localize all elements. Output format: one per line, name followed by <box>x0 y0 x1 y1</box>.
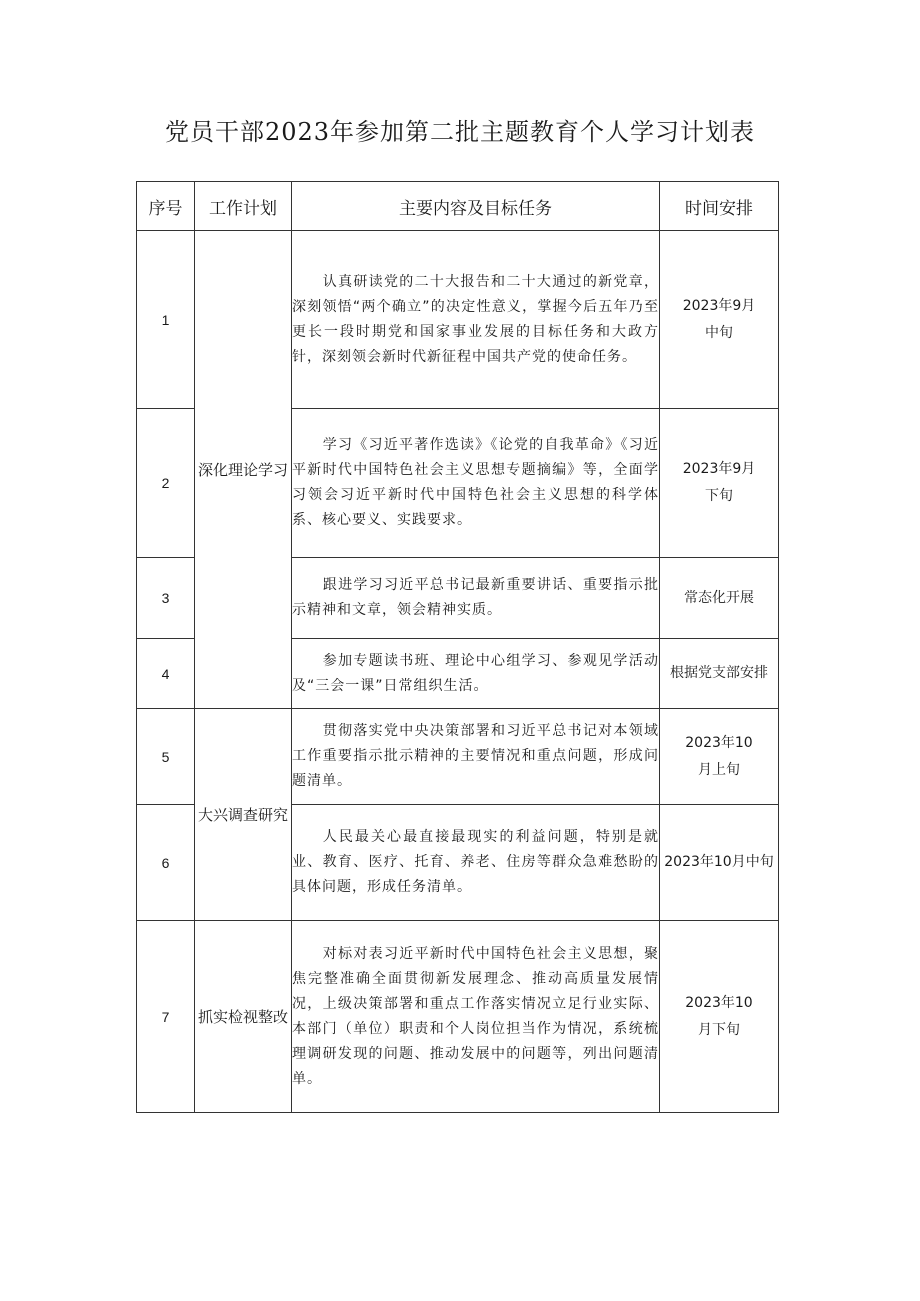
row-index: 4 <box>137 639 195 709</box>
row-time-text: 2023年10月中旬 <box>664 854 774 870</box>
table-row <box>137 709 779 805</box>
row-index: 1 <box>137 231 195 409</box>
row-content-text: 认真研读党的二十大报告和二十大通过的新党章，深刻领悟“两个确立”的决定性意义，掌握今后五年乃至更长一段时期党和国家事业发展的目标任务和大政方针，深刻领会新时代新征程中国共产党的使命任务。 <box>292 273 659 365</box>
row-content-text: 学习《习近平著作选读》《论党的自我革命》《习近平新时代中国特色社会主义思想专题摘编》等，全面学习领会习近平新时代中国特色社会主义思想的科学体系、核心要义、实践要求。 <box>292 437 659 528</box>
row-content <box>292 409 660 558</box>
row-content-text: 对标对表习近平新时代中国特色社会主义思想，聚焦完整准确全面贯彻新发展理念、推动高质量发展情况，上级决策部署和重点工作落实情况立足行业实际、本部门（单位）职责和个人岗位担当作为情况，系统梳理调研发现的问题、推动发展中的问题等，列出问题清单。 <box>292 945 659 1087</box>
row-index: 3 <box>137 558 195 639</box>
row-content-text: 人民最关心最直接最现实的利益问题，特别是就业、教育、医疗、托育、养老、住房等群众急难愁盼的具体问题，形成任务清单。 <box>292 829 659 895</box>
category-research <box>195 709 292 921</box>
row-content <box>292 921 660 1113</box>
category-rectify <box>195 921 292 1113</box>
row-index: 7 <box>137 921 195 1113</box>
row-time <box>660 805 779 921</box>
table-row <box>137 921 779 1113</box>
row-index: 6 <box>137 805 195 921</box>
study-plan-table <box>136 181 779 1113</box>
row-time <box>660 231 779 409</box>
row-time-text: 2023年9月中旬 <box>682 297 756 341</box>
category-label: 大兴调查研究 <box>197 805 288 824</box>
table-row <box>137 231 779 409</box>
row-time <box>660 639 779 709</box>
row-time-text: 2023年10月下旬 <box>685 994 753 1038</box>
header-plan: 工作计划 <box>195 182 292 231</box>
row-content-text: 跟进学习习近平总书记最新重要讲话、重要指示批示精神和文章，领会精神实质。 <box>292 577 659 618</box>
header-row <box>137 182 779 231</box>
row-content <box>292 709 660 805</box>
category-label: 深化理论学习 <box>197 460 288 479</box>
row-time: 常态化开展 <box>660 558 779 639</box>
row-time <box>660 709 779 805</box>
row-time-text: 2023年9月下旬 <box>682 461 756 504</box>
row-index: 5 <box>137 709 195 805</box>
row-content <box>292 639 660 709</box>
row-time-text: 2023年10月上旬 <box>685 734 753 778</box>
row-content <box>292 805 660 921</box>
row-time-text: 根据党支部安排 <box>670 665 768 681</box>
row-content <box>292 231 660 409</box>
row-content-text: 参加专题读书班、理论中心组学习、参观见学活动及“三会一课”日常组织生活。 <box>292 652 659 694</box>
row-content-text: 贯彻落实党中央决策部署和习近平总书记对本领域工作重要指示批示精神的主要情况和重点问题，形成问题清单。 <box>292 723 659 789</box>
header-time: 时间安排 <box>660 182 779 231</box>
page-title: 党员干部2023年参加第二批主题教育个人学习计划表 <box>164 118 756 146</box>
category-theory <box>195 231 292 709</box>
row-content <box>292 558 660 639</box>
row-time <box>660 409 779 558</box>
row-time <box>660 921 779 1113</box>
header-index: 序号 <box>137 182 195 231</box>
category-label: 抓实检视整改 <box>197 1007 288 1026</box>
row-index: 2 <box>137 409 195 558</box>
header-content: 主要内容及目标任务 <box>292 182 660 231</box>
